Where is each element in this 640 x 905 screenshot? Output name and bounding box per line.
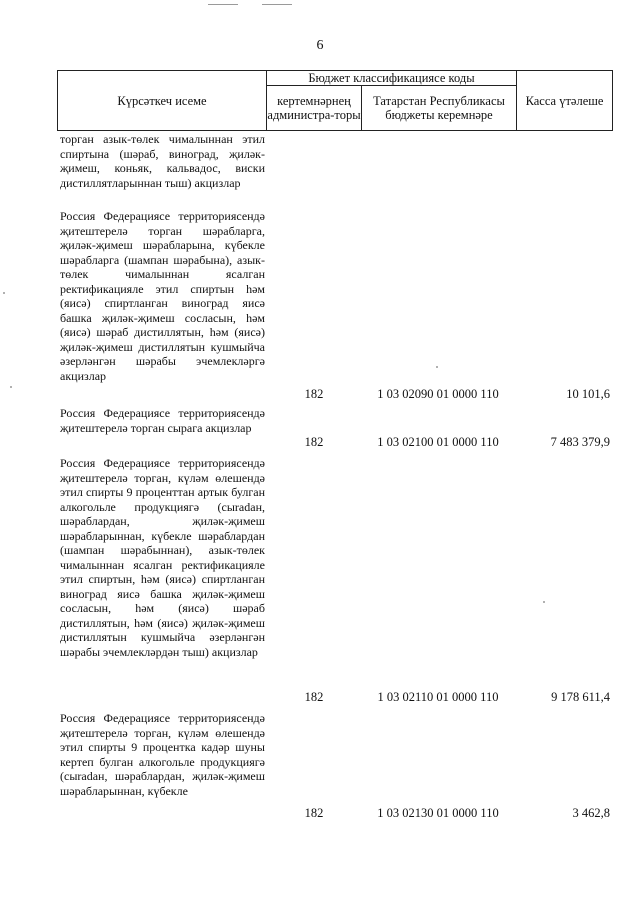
table-row-code: 1 03 02090 01 0000 110 (377, 387, 499, 401)
scan-speck (436, 366, 438, 368)
top-edge-mark (208, 4, 238, 5)
table-row-admin: 182 (304, 806, 324, 820)
header-revenue-type: Татарстан Республикасы бюджеты керемнәре (373, 94, 505, 122)
table-row-amount: 3 462,8 (572, 806, 610, 820)
header-indicator-name: Күрсәткеч исеме (117, 93, 207, 108)
scan-speck (543, 601, 545, 603)
table-row-name: Россия Федерациясе территориясендә җитештерелә торган шәрабларга, җиләк-җимеш шәрабларына, күбекле шәрабларга (шампан шәрабына), азык-төлек чималыннан ясалган ректификацияле этил спиртын һәм (яисә) спиртланган виноград яисә башка җиләк-җимеш сосласын, һәм (яисә) шәраб дистиллятын, һәм (яисә) җиләк-җимеш дистиллятын кушмыйча әзерләнгән шәрабы эчемлекләргә акцизлар (60, 209, 265, 383)
table-row-name: Россия Федерациясе территориясендә җитештерелә торган, күләм өлешендә этил спирты 9 процентка кадәр шуны кертеп булган алкогольле продукциягә (сыradан, шәраблардан, җиләк-җимеш шәрабларыннан, күбекле (60, 711, 265, 798)
top-edge-mark (262, 4, 292, 5)
header-revenue-administrator: кертемнәрнең администра-торы (267, 94, 361, 122)
header-bottom-border (57, 130, 613, 131)
table-row-name: Россия Федерациясе территориясендә җитештерелә торган, күләм өлешендә этил спирты 9 проценттан артык булган алкогольле продукциягә (сыradан, шәраблардан, җиләк-җимеш шәрабларыннан, күбекле шәраблардан (шампан шәрабыннан), азык-төлек чималыннан ясалган ректификацияле этил спиртын, һәм (яисә) спиртланган виноград яисә башка җиләк-җимеш сосласын, һәм (яисә) шәраб дистиллятын, һәм (яисә) җиләк-җимеш дистиллятын кушмыйча әзерләнгән шәрабы эчемлекләрдән тыш) акцизлар (60, 456, 265, 659)
header-budget-classification: Бюджет классификациясе коды (308, 71, 475, 85)
page-number: 6 (316, 38, 324, 53)
table-row-admin: 182 (304, 435, 324, 449)
table-row-code: 1 03 02100 01 0000 110 (377, 435, 499, 449)
table-row-amount: 9 178 611,4 (551, 690, 610, 704)
header-cash-execution: Касса үтәлеше (525, 93, 604, 108)
table-row-name: торган азык-төлек чималыннан этил спиртына (шәраб, виноград, җиләк-җимеш, коньяк, кальвадос, виски дистиллятларыннан тыш) акцизлар (60, 132, 265, 190)
scan-speck (3, 292, 5, 294)
table-row-name: Россия Федерациясе территориясендә җитештерелә торган сырага акцизлар (60, 406, 265, 435)
table-row-amount: 10 101,6 (566, 387, 610, 401)
table-row-admin: 182 (304, 387, 324, 401)
table-right-border (612, 70, 613, 131)
table-row-amount: 7 483 379,9 (550, 435, 610, 449)
scan-speck (10, 386, 12, 388)
table-row-code: 1 03 02110 01 0000 110 (377, 690, 499, 704)
table-row-code: 1 03 02130 01 0000 110 (377, 806, 499, 820)
table-row-admin: 182 (304, 690, 324, 704)
